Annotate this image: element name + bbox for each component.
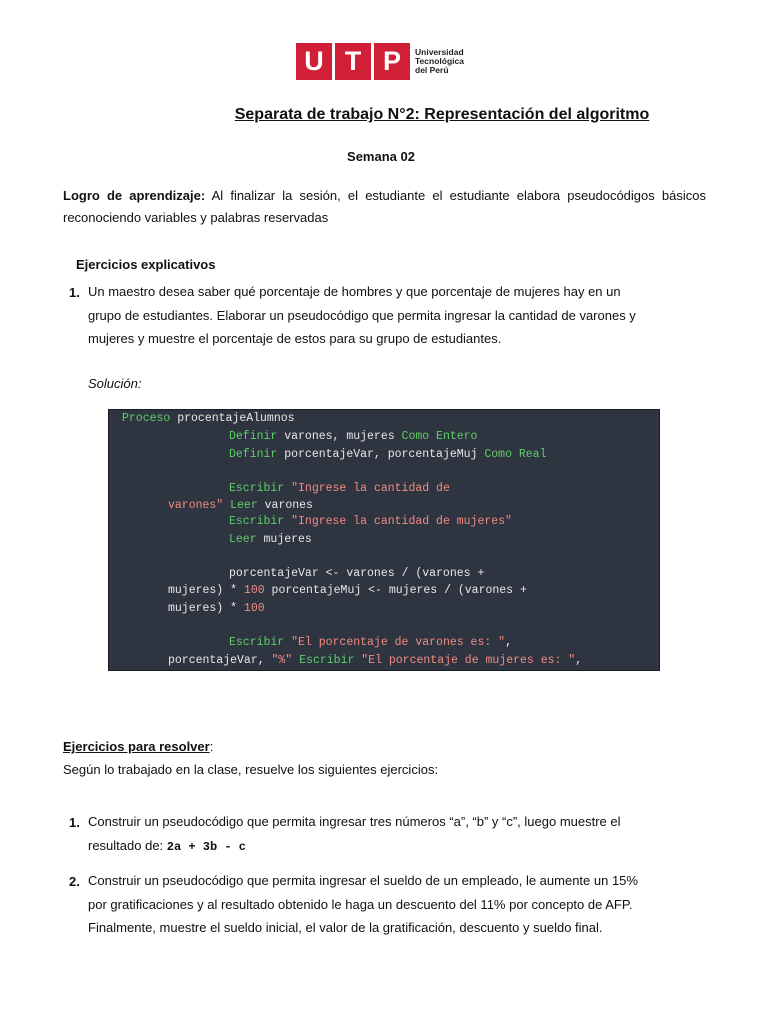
exercise-text: Construir un pseudocódigo que permita ingresar tres números “a”, “b” y “c”, luego muestre el resultado de: 2a + 3b - c	[88, 814, 621, 854]
item-number: 2.	[69, 874, 80, 889]
logo-university-name: Universidad Tecnológica del Perú	[415, 47, 464, 75]
solution-label: Solución:	[88, 376, 142, 391]
item-number: 1.	[69, 285, 80, 300]
pseudocode-block: Proceso procentajeAlumnos Definir varones, mujeres Como Entero Definir porcentajeVar, porcentajeMuj Como Real Escribir "Ingrese la cantidad de varones" Leer varones Escribir "Ingrese la cantidad de mujeres" Leer mujeres porcentajeVar <- varones / (varones + mujeres) * 100 porcentajeMuj <- mujeres / (varones + mujeres) * 100 Escribir "El porcentaje de varones es: ", porcentajeVar, "%" Escribir "El porcentaje de mujeres es: ",	[108, 409, 660, 671]
exercise-text: Un maestro desea saber qué porcentaje de hombres y que porcentaje de mujeres hay en un grupo de estudiantes. Elaborar un pseudocódigo que permita ingresar la cantidad de varones y mujeres y muestre el porcentaje de estos para su grupo de estudiantes.	[88, 284, 636, 346]
formula: 2a + 3b - c	[166, 839, 246, 854]
resolver-intro: Según lo trabajado en la clase, resuelve los siguientes ejercicios:	[63, 762, 439, 777]
learning-goal	[63, 185, 706, 229]
document-title: Separata de trabajo N°2: Representación del algoritmo	[234, 106, 650, 123]
exercise-text: Construir un pseudocódigo que permita ingresar el sueldo de un empleado, le aumente un 15% por gratificaciones y al resultado obtenido le haga un descuento del 11% por concepto de AFP. Finalmente, muestre el sueldo inicial, el valor de la gratificación, descuento y sueldo final.	[88, 873, 638, 935]
utp-logo	[296, 43, 464, 80]
week-label: Semana 02	[347, 149, 415, 164]
section-heading-resolver: Ejercicios para resolver:	[63, 739, 214, 754]
learning-goal-label: Logro de aprendizaje:	[63, 188, 206, 203]
logo-letter-u: U	[304, 46, 324, 76]
logo-letter-t: T	[344, 46, 362, 76]
logo-box	[296, 43, 410, 80]
item-number: 1.	[69, 815, 80, 830]
learning-goal-text: Al finalizar la sesión, el estudiante el estudiante elabora pseudocódigos básicos reconociendo variables y palabras reservadas	[63, 188, 706, 225]
section-heading-explicativos: Ejercicios explicativos	[76, 257, 216, 272]
logo-letter-p: P	[382, 46, 401, 76]
